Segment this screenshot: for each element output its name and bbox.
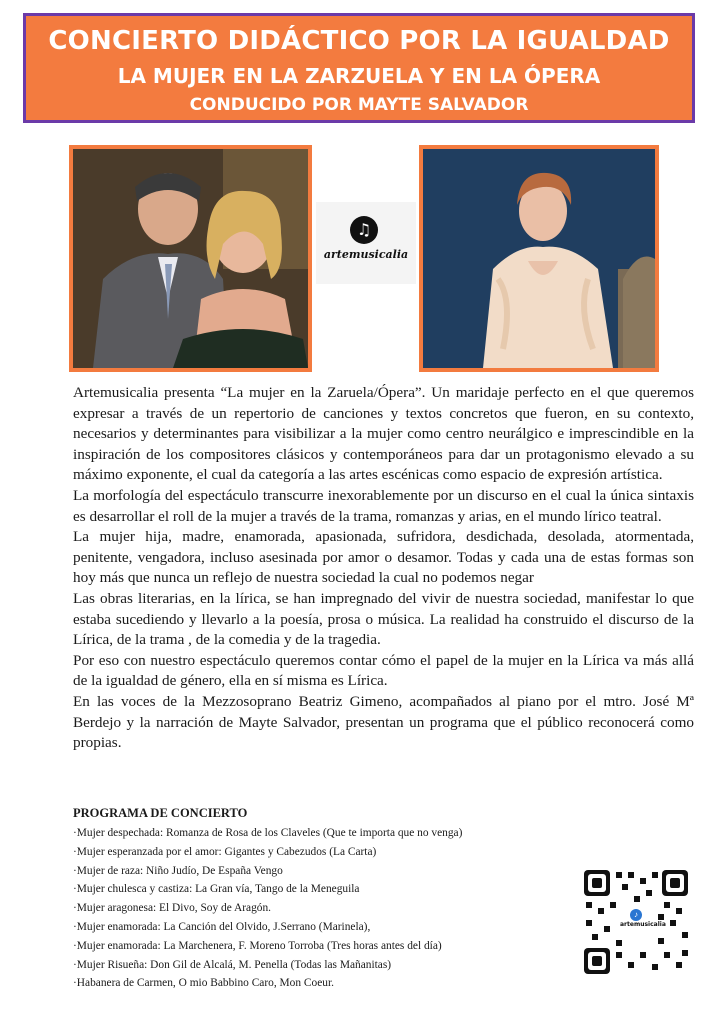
photo-singer <box>419 145 659 372</box>
program-item: ·Mujer enamorada: La Canción del Olvido, J.Serrano (Marinela), <box>73 920 371 933</box>
program-list <box>73 824 573 993</box>
program-item: ·Mujer despechada: Romanza de Rosa de los Claveles (Que te importa que no venga) <box>73 827 463 839</box>
program-title: PROGRAMA DE CONCIERTO <box>73 806 248 820</box>
qr-code[interactable] <box>582 868 690 976</box>
subtitle: LA MUJER EN LA ZARZUELA Y EN LA ÓPERA <box>117 64 601 88</box>
music-note-icon: ♪ <box>630 909 642 921</box>
logo-text: artemusicalia <box>323 248 409 261</box>
couple-illustration <box>73 149 308 368</box>
paragraph: En las voces de la Mezzosoprano Beatriz Gimeno, acompañados al piano por el mtro. José Mª Berdejo y la narración de Mayte Salvador, presentan un programa que el público reconocerá como propias. <box>73 692 694 752</box>
artemusicalia-logo <box>316 202 416 284</box>
description-text <box>73 383 694 754</box>
program-item: ·Mujer de raza: Niño Judío, De España Vengo <box>73 864 283 877</box>
music-note-icon: ♫ <box>350 216 378 244</box>
paragraph: La mujer hija, madre, enamorada, apasionada, sufridora, desdichada, desolada, atormentada, penitente, vengadora, incluso asesinada por amor o desamor. Todas y cada una de estas formas son hoy más que nunca un reflejo de nuestra sociedad la cual no podemos negar <box>73 528 694 587</box>
program-item: ·Mujer chulesca y castiza: La Gran vía, Tango de la Meneguila <box>73 883 360 896</box>
paragraph: Por eso con nuestro espectáculo queremos contar cómo el papel de la mujer en la Lírica va más allá de la igualdad de género, ella en sí misma es Lírica. <box>73 651 694 690</box>
photo-couple <box>69 145 312 372</box>
qr-logo <box>620 908 666 934</box>
program-item: ·Habanera de Carmen, O mio Babbino Caro, Mon Coeur. <box>73 977 334 990</box>
title-banner <box>23 13 695 123</box>
program-item: ·Mujer Risueña: Don Gil de Alcalá, M. Penella (Todas las Mañanitas) <box>73 958 392 971</box>
program-item: ·Mujer enamorada: La Marchenera, F. Moreno Torroba (Tres horas antes del día) <box>73 939 442 952</box>
paragraph: Artemusicalia presenta “La mujer en la Zaruela/Ópera”. Un maridaje perfecto en el que queremos expresar a través de un repertorio de canciones y textos concretos que fueron, en su contexto, necesarios y determinantes para visibilizar a la mujer como centro neurálgico e imprescindible en la inspiración de los compositores clásicos y contemporáneos para dar un protagonismo elevado a su máximo exponente, el cual da categoría a las artes escénicas como espacio de expresión artística. <box>73 384 694 484</box>
program-item: ·Mujer esperanzada por el amor: Gigantes y Cabezudos (La Carta) <box>73 845 377 858</box>
main-title: CONCIERTO DIDÁCTICO POR LA IGUALDAD <box>48 26 670 56</box>
conductor-line: CONDUCIDO POR MAYTE SALVADOR <box>189 95 529 115</box>
singer-illustration <box>423 149 655 368</box>
paragraph: Las obras literarias, en la lírica, se han impregnado del vivir de nuestra sociedad, manifestar lo que estaba sucediendo y llevarlo a la poesía, prosa o música. La realidad ha construido el discurso de la Lírica, de la trama , de la comedia y de la tragedia. <box>73 589 694 649</box>
paragraph: La morfología del espectáculo transcurre inexorablemente por un discurso en el cual la única sintaxis es desarrollar el roll de la mujer a través de la trama, romanzas y arias, en el mundo lírico teatral. <box>73 486 694 525</box>
program-item: ·Mujer aragonesa: El Divo, Soy de Aragón. <box>73 902 272 915</box>
qr-label: artemusicalia <box>620 921 666 928</box>
